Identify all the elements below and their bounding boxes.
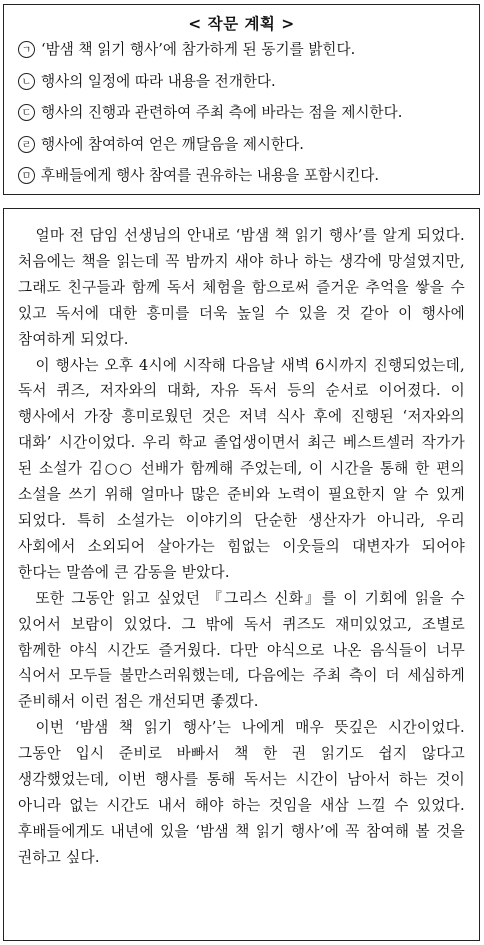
essay-paragraph-schedule: 이 행사는 오후 4시에 시작해 다음날 새벽 6시까지 진행되었는데, 독서 퀴즈, 저자와의 대화, 자유 독서 등의 순서로 이어졌다. 이 행사에서 가장 흥미로웠던 것은 저녁 식사 후에 진행된 ‘저자와의 대화’ 시간이었다. 우리 학교 졸업생이면서 최근 베스트셀러 작가가 된 소설가 김○○ 선배가 함께해 주었는데, 이 시간을 통해 한 편의 소설을 쓰기 위해 얼마나 많은 준비와 노력이 필요한지 알 수 있게 되었다. 특히 소설가는 이야기의 단순한 생산자가 아니라, 우리 사회에서 소외되어 살아가는 힘없는 이웃들의 대변자가 되어야 한다는 말씀에 큰 감동을 받았다. bbox=[18, 356, 465, 581]
writing-plan-box bbox=[3, 4, 480, 195]
plan-item bbox=[18, 129, 479, 161]
plan-item-text: 행사에 참여하여 얻은 깨달음을 제시한다. bbox=[41, 135, 304, 153]
essay-paragraph-conclusion: 이번 ‘밤샘 책 읽기 행사’는 나에게 매우 뜻깊은 시간이었다. 그동안 입시 준비로 바빠서 책 한 권 읽기도 쉽지 않다고 생각했었는데, 이번 행사를 통해 독서는 시간이 남아서 하는 것이 아니라 없는 시간도 내서 해야 하는 것임을 새삼 느낄 수 있었다. 후배들에게도 내년에 있을 ‘밤샘 책 읽기 행사’에 꼭 참여해 볼 것을 권하고 싶다. bbox=[18, 719, 465, 866]
essay-paragraph-reflection: 또한 그동안 읽고 싶었던 『그리스 신화』를 이 기회에 읽을 수 있어서 보람이 있었다. 그 밖에 독서 퀴즈도 재미있었고, 조별로 함께한 야식 시간도 즐거웠다. 다만 야식으로 나온 음식들이 너무 식어서 모두들 불만스러워했는데, 다음에는 주최 측이 더 세심하게 준비해서 이런 점은 개선되면 좋겠다. bbox=[18, 589, 465, 711]
plan-list bbox=[4, 34, 479, 192]
plan-item bbox=[18, 160, 479, 192]
plan-item-text: 행사의 진행과 관련하여 주최 측에 바라는 점을 제시한다. bbox=[41, 104, 403, 121]
plan-item-marker: ㄱ bbox=[18, 41, 35, 58]
plan-item-text: ‘밤샘 책 읽기 행사’에 참가하게 된 동기를 밝힌다. bbox=[41, 41, 356, 58]
plan-item-marker: ㄷ bbox=[18, 104, 35, 121]
plan-item-marker: ㅁ bbox=[18, 167, 35, 184]
plan-item-text: 후배들에게 행사 참여를 권유하는 내용을 포함시킨다. bbox=[41, 167, 379, 184]
plan-item-text: 행사의 일정에 따라 내용을 전개한다. bbox=[41, 72, 276, 90]
essay-paragraph-motive: 얼마 전 담임 선생님의 안내로 ‘밤샘 책 읽기 행사’를 알게 되었다. 처음에는 책을 읽는데 꼭 밤까지 새야 하나 하는 생각에 망설였지만, 그래도 친구들과 함께 독서 체험을 함으로써 즐거운 추억을 쌓을 수 있고 독서에 대한 흥미를 더욱 높일 수 있을 것 같아 이 행사에 참여하게 되었다. bbox=[18, 227, 465, 348]
essay-box bbox=[3, 208, 480, 941]
plan-title: < 작문 계획 > bbox=[188, 14, 295, 33]
essay-body bbox=[4, 209, 479, 871]
plan-item bbox=[18, 97, 479, 129]
plan-item bbox=[18, 66, 479, 98]
plan-item bbox=[18, 34, 479, 66]
plan-item-marker: ㄴ bbox=[18, 73, 35, 90]
plan-item-marker: ㄹ bbox=[18, 136, 35, 153]
